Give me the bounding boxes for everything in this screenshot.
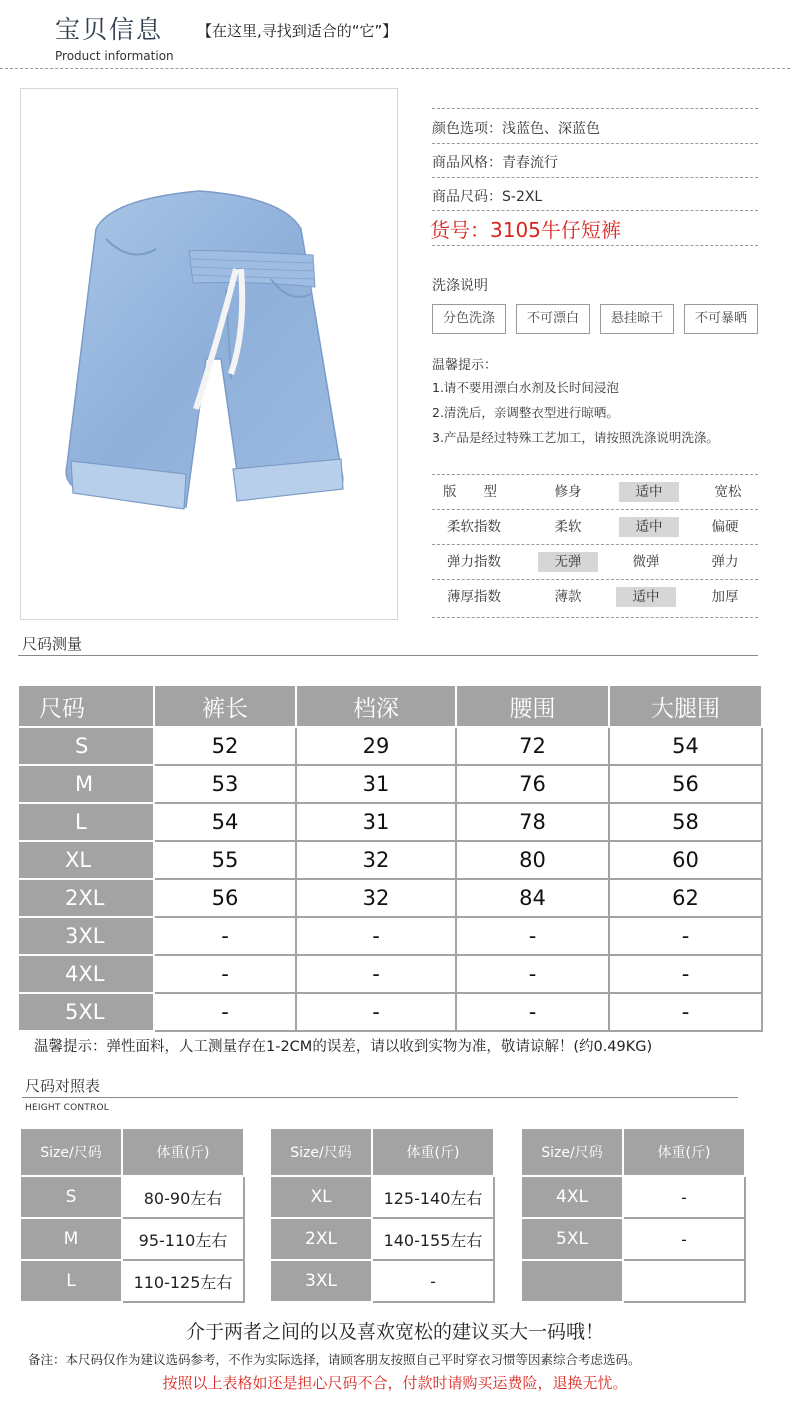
attr-option: 宽松 [714, 484, 742, 500]
measure-cell: 32 [296, 841, 456, 879]
attr-label-fit: 版 型 [443, 484, 497, 500]
measure-cell: 52 [154, 727, 296, 765]
chart-size-cell [521, 1260, 623, 1302]
measure-note: 温馨提示：弹性面料，人工测量存在1-2CM的误差，请以收到实物为准，敬请谅解！(约0.49KG) [34, 1039, 653, 1055]
size-label-cell: XL [18, 841, 154, 879]
header-divider [0, 68, 790, 69]
tips-title: 温馨提示： [432, 358, 498, 373]
tip-line: 2.清洗后，亲调整衣型进行晾晒。 [432, 405, 619, 420]
measure-cell: - [609, 917, 762, 955]
chart-size-cell: S [20, 1176, 122, 1218]
measure-cell: 32 [296, 879, 456, 917]
measure-cell: - [296, 993, 456, 1031]
table-row [18, 955, 762, 993]
table-row [18, 841, 762, 879]
size-chart-table [19, 1127, 245, 1303]
col-header-length: 裤长 [154, 685, 296, 727]
info-divider [432, 108, 758, 109]
shipping-warning: 按照以上表格如还是担心尺码不合，付款时请购买运费险，退换无忧。 [162, 1374, 628, 1392]
attr-divider [432, 544, 758, 545]
table-row [521, 1176, 745, 1218]
measure-cell: 56 [609, 765, 762, 803]
col-header-size: 尺码 [18, 685, 154, 727]
measure-cell: 31 [296, 803, 456, 841]
attr-label-softness: 柔软指数 [447, 519, 501, 535]
table-row [270, 1176, 494, 1218]
table-row [20, 1260, 244, 1302]
product-code: 货号：3105牛仔短裤 [430, 218, 621, 242]
table-row [521, 1218, 745, 1260]
info-divider [432, 245, 758, 246]
size-label-cell: 3XL [18, 917, 154, 955]
size-range-text: 商品尺码：S-2XL [432, 189, 543, 205]
measure-cell: - [456, 917, 609, 955]
chart-header-size: Size/尺码 [20, 1128, 122, 1176]
attr-option: 加厚 [711, 589, 739, 605]
size-measure-table [17, 684, 763, 1032]
measure-cell: 76 [456, 765, 609, 803]
chart-section-subtitle: HEIGHT CONTROL [25, 1103, 109, 1113]
attr-option: 柔软 [554, 519, 582, 535]
chart-header-weight: 体重(斤) [372, 1128, 494, 1176]
wash-tag: 不可漂白 [516, 304, 590, 334]
measure-cell: - [154, 993, 296, 1031]
attr-option: 薄款 [554, 589, 582, 605]
measure-cell: - [609, 955, 762, 993]
attr-option-selected: 无弹 [538, 552, 598, 572]
chart-weight-cell: 140-155左右 [372, 1218, 494, 1260]
measure-cell: 53 [154, 765, 296, 803]
measure-cell: - [456, 955, 609, 993]
size-label-cell: S [18, 727, 154, 765]
table-row [20, 1176, 244, 1218]
chart-header-weight: 体重(斤) [122, 1128, 244, 1176]
measure-cell: 54 [154, 803, 296, 841]
color-option-text: 颜色选项：浅蓝色、深蓝色 [432, 121, 600, 137]
chart-weight-cell: 80-90左右 [122, 1176, 244, 1218]
attr-option: 弹力 [711, 554, 739, 570]
table-row [270, 1218, 494, 1260]
col-header-waist: 腰围 [456, 685, 609, 727]
chart-weight-cell: 110-125左右 [122, 1260, 244, 1302]
measure-cell: 58 [609, 803, 762, 841]
table-row [521, 1260, 745, 1302]
chart-size-cell: 5XL [521, 1218, 623, 1260]
size-label-cell: 2XL [18, 879, 154, 917]
size-label-cell: 4XL [18, 955, 154, 993]
measure-cell: 55 [154, 841, 296, 879]
attr-option: 偏硬 [711, 519, 739, 535]
style-text: 商品风格：青春流行 [432, 155, 558, 171]
table-row [18, 727, 762, 765]
wash-tag: 分色洗涤 [432, 304, 506, 334]
attr-option-selected: 适中 [616, 587, 676, 607]
attr-divider [432, 617, 758, 618]
measure-cell: 62 [609, 879, 762, 917]
measure-cell: - [154, 917, 296, 955]
info-divider [432, 210, 758, 211]
measure-cell: 80 [456, 841, 609, 879]
size-label-cell: M [18, 765, 154, 803]
measure-cell: 31 [296, 765, 456, 803]
size-chart-table [520, 1127, 746, 1303]
chart-size-cell: L [20, 1260, 122, 1302]
measure-cell: - [456, 993, 609, 1031]
chart-weight-cell: - [623, 1176, 745, 1218]
page-title: 宝贝信息 [55, 15, 164, 44]
header-subtitle: Product information [55, 49, 174, 63]
section-divider [18, 655, 758, 656]
size-remark: 备注：本尺码仅作为建议选码参考，不作为实际选择，请顾客朋友按照自己平时穿衣习惯等因素综合考虑选码。 [28, 1352, 641, 1367]
col-header-rise: 档深 [296, 685, 456, 727]
product-image [20, 88, 398, 620]
chart-weight-cell: 95-110左右 [122, 1218, 244, 1260]
chart-weight-cell: 125-140左右 [372, 1176, 494, 1218]
table-row [18, 879, 762, 917]
measure-cell: - [296, 917, 456, 955]
denim-shorts-illustration [21, 89, 397, 619]
size-label-cell: 5XL [18, 993, 154, 1031]
table-row [18, 993, 762, 1031]
table-header-row [18, 685, 762, 727]
size-chart-table [269, 1127, 495, 1303]
wash-tag: 不可暴晒 [684, 304, 758, 334]
chart-size-cell: XL [270, 1176, 372, 1218]
size-label-cell: L [18, 803, 154, 841]
attr-divider [432, 474, 758, 475]
attr-label-thickness: 薄厚指数 [447, 589, 501, 605]
size-advice: 介于两者之间的以及喜欢宽松的建议买大一码哦！ [185, 1321, 604, 1343]
attr-option: 修身 [554, 484, 582, 500]
measure-cell: 72 [456, 727, 609, 765]
table-row [20, 1218, 244, 1260]
section-divider [22, 1097, 738, 1098]
attr-option-selected: 适中 [619, 482, 679, 502]
tip-line: 3.产品是经过特殊工艺加工，请按照洗涤说明洗涤。 [432, 430, 719, 445]
attr-divider [432, 579, 758, 580]
header-slogan: 【在这里,寻找到适合的“它”】 [197, 22, 398, 40]
measure-cell: 60 [609, 841, 762, 879]
attr-label-elasticity: 弹力指数 [447, 554, 501, 570]
chart-size-cell: 3XL [270, 1260, 372, 1302]
measure-cell: 29 [296, 727, 456, 765]
measure-cell: - [154, 955, 296, 993]
chart-size-cell: 2XL [270, 1218, 372, 1260]
table-row [18, 765, 762, 803]
table-row [18, 803, 762, 841]
chart-header-weight: 体重(斤) [623, 1128, 745, 1176]
chart-size-cell: M [20, 1218, 122, 1260]
info-divider [432, 143, 758, 144]
measure-cell: 56 [154, 879, 296, 917]
chart-size-cell: 4XL [521, 1176, 623, 1218]
table-row [270, 1260, 494, 1302]
table-row [18, 917, 762, 955]
measure-cell: 78 [456, 803, 609, 841]
measure-section-title: 尺码测量 [22, 635, 83, 653]
tip-line: 1.请不要用漂白水剂及长时间浸泡 [432, 380, 619, 395]
attr-divider [432, 509, 758, 510]
measure-cell: 84 [456, 879, 609, 917]
chart-header-size: Size/尺码 [270, 1128, 372, 1176]
attr-option: 微弹 [632, 554, 660, 570]
col-header-thigh: 大腿围 [609, 685, 762, 727]
chart-weight-cell: - [372, 1260, 494, 1302]
attr-option-selected: 适中 [619, 517, 679, 537]
chart-section-title: 尺码对照表 [25, 1077, 101, 1095]
chart-weight-cell [623, 1260, 745, 1302]
measure-cell: - [609, 993, 762, 1031]
chart-header-size: Size/尺码 [521, 1128, 623, 1176]
chart-weight-cell: - [623, 1218, 745, 1260]
wash-title: 洗涤说明 [432, 278, 488, 294]
measure-cell: 54 [609, 727, 762, 765]
info-divider [432, 177, 758, 178]
wash-tag: 悬挂晾干 [600, 304, 674, 334]
measure-cell: - [296, 955, 456, 993]
